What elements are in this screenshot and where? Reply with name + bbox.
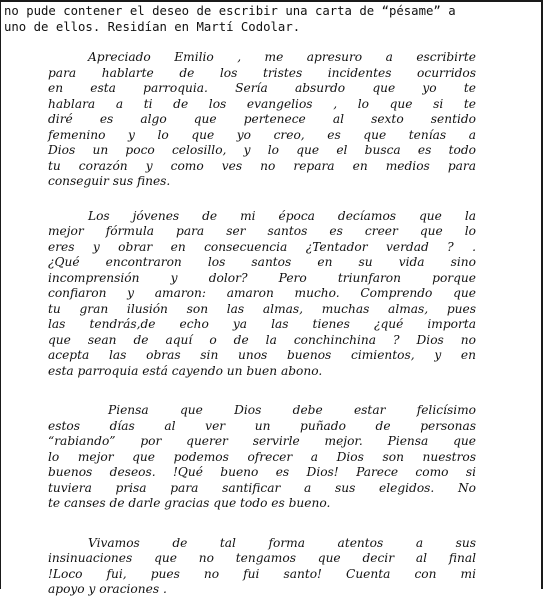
text-line: en esta parroquia. Sería absurdo que yo te xyxy=(48,81,476,95)
text-line: femenino y lo que yo creo, es que tenías a xyxy=(48,127,476,142)
text-line: Piensa que Dios debe estar felicísimo xyxy=(108,403,476,417)
text-line: mejor fórmula para ser santos es creer que lo xyxy=(48,224,476,238)
text-line: tu corazón y como ves no repara en medios para xyxy=(48,158,476,173)
intro-text xyxy=(4,3,538,35)
text-line: Dios un poco celosillo, y lo que el busca es todo xyxy=(48,143,476,157)
text-line: eres y obrar en consecuencia ¿Tentador verdad ? . xyxy=(48,239,476,254)
text-line: hablara a ti de los evangelios , lo que si te xyxy=(48,96,476,111)
text-line: tu gran ilusión son las almas, muchas almas, pues xyxy=(48,301,476,316)
text-line: acepta las obras sin unos buenos cimientos, y en xyxy=(48,348,476,362)
text-line: “rabiando” por querer servirle mejor. Piensa que xyxy=(48,434,476,448)
text-line: ¿Qué encontraron los santos en su vida sino xyxy=(48,255,476,269)
paragraph-gap xyxy=(48,379,476,403)
text-line: diré es algo que pertenece al sexto sentido xyxy=(48,112,476,126)
page-border-left xyxy=(0,0,1,589)
text-line: te canses de darle gracias que todo es bueno. xyxy=(48,496,331,510)
text-line: esta parroquia está cayendo un buen abono. xyxy=(48,363,323,378)
text-line: Los jóvenes de mi época decíamos que la xyxy=(88,208,476,223)
intro-line: no pude contener el deseo de escribir una carta de “pésame” a xyxy=(4,4,456,18)
paragraph-gap xyxy=(48,512,476,536)
letter-paragraph-greeting xyxy=(48,50,476,190)
text-line: insinuaciones que no tengamos que decir al final xyxy=(48,551,476,565)
letter-paragraph-closing xyxy=(48,536,476,598)
page-border-top xyxy=(0,0,543,2)
text-line: !Loco fui, pues no fui santo! Cuenta con mi xyxy=(48,566,476,581)
text-line: buenos deseos. !Qué bueno es Dios! Parece como si xyxy=(48,465,476,479)
text-line: para hablarte de los tristes incidentes ocurridos xyxy=(48,65,476,80)
text-line: que sean de aquí o de la conchinchina ? Dios no xyxy=(48,332,476,347)
text-line: incomprensión y dolor? Pero triunfaron porque xyxy=(48,270,476,285)
letter-paragraph-youth xyxy=(48,209,476,380)
text-line: las tendrás,de echo ya las tienes ¿qué importa xyxy=(48,317,476,331)
text-line: confiaron y amaron: amaron mucho. Comprendo que xyxy=(48,286,476,300)
text-line: conseguir sus fines. xyxy=(48,174,171,188)
text-line: Apreciado Emilio , me apresuro a escribirte xyxy=(88,50,476,64)
text-line: lo mejor que podemos ofrecer a Dios son nuestros xyxy=(48,449,476,464)
intro-line: uno de ellos. Residían en Martí Codolar. xyxy=(4,20,301,34)
text-line: apoyo y oraciones . xyxy=(48,582,167,596)
letter-body xyxy=(48,50,476,598)
text-line: Vivamos de tal forma atentos a sus xyxy=(88,535,476,550)
text-line: tuviera prisa para santificar a sus elegidos. No xyxy=(48,480,476,495)
letter-paragraph-god xyxy=(48,403,476,512)
paragraph-gap xyxy=(48,190,476,209)
text-line: estos días al ver un puñado de personas xyxy=(48,418,476,433)
